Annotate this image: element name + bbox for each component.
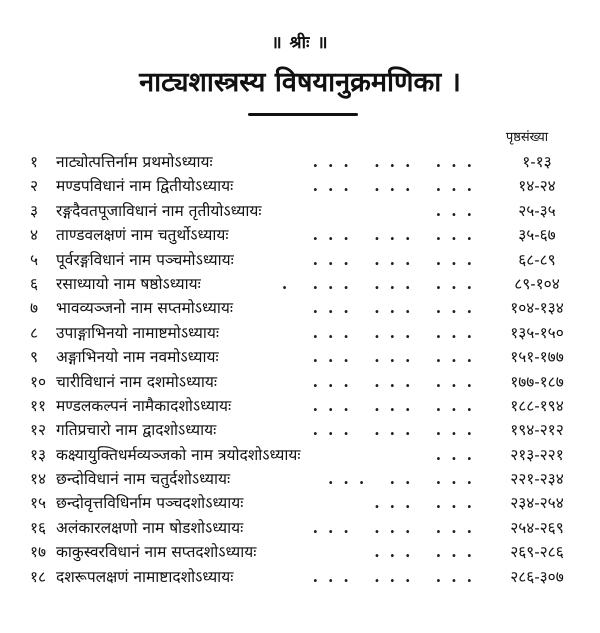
page-range: २५-३५ xyxy=(518,201,556,220)
chapter-title: उपाङ्गाभिनयो नामाष्टमोऽध्यायः xyxy=(56,323,220,342)
toc-row xyxy=(30,394,582,418)
toc-row xyxy=(30,370,582,394)
page-range: १९४-२१२ xyxy=(510,421,564,440)
dot-leader: ... ... ... xyxy=(312,566,482,586)
dot-leader: ... ... xyxy=(374,493,482,513)
page-range: १४-२४ xyxy=(518,177,556,196)
dot-leader: ... ... ... xyxy=(312,176,482,196)
dot-leader: ... xyxy=(435,444,482,464)
chapter-number: ९ xyxy=(30,348,39,367)
dot-leader: ... ... ... xyxy=(312,420,482,440)
chapter-title: छन्दोविधानं नाम चतुर्दशोऽध्यायः xyxy=(56,470,231,489)
chapter-title: दशरूपलक्षणं नामाष्टादशोऽध्यायः xyxy=(56,567,234,586)
toc-row xyxy=(30,321,582,345)
dot-leader: . ... ... ... xyxy=(281,273,482,293)
dot-leader: ... ... ... xyxy=(312,225,482,245)
page-range: २६९-२८६ xyxy=(510,543,564,562)
page-range: २३४-२५४ xyxy=(510,494,564,513)
page-range: २१३-२२१ xyxy=(510,445,564,464)
page-range: ६८-८९ xyxy=(518,250,556,269)
chapter-title: पूर्वरङ्गविधानं नाम पञ्चमोऽध्यायः xyxy=(56,250,234,269)
dot-leader: ... ... ... xyxy=(312,298,482,318)
toc-row xyxy=(30,296,582,320)
chapter-title: अलंकारलक्षणो नाम षोडशोऽध्यायः xyxy=(56,518,244,537)
dot-leader: ... ... ... xyxy=(312,395,482,415)
dot-leader: ... ... ... xyxy=(312,517,482,537)
chapter-number: १० xyxy=(30,372,47,391)
chapter-title: ताण्डवलक्षणं नाम चतुर्थोऽध्यायः xyxy=(56,226,229,245)
chapter-number: ४ xyxy=(30,226,39,245)
chapter-title: मण्डलकल्पनं नामैकादशोऽध्यायः xyxy=(56,396,232,415)
dot-leader: ... .. ... xyxy=(328,469,482,489)
chapter-number: १६ xyxy=(30,518,47,537)
page-range: २५४-२६९ xyxy=(510,518,564,537)
chapter-number: १२ xyxy=(30,421,47,440)
toc-row xyxy=(30,248,582,272)
chapter-title: गतिप्रचारो नाम द्वादशोऽध्यायः xyxy=(56,421,217,440)
chapter-number: ३ xyxy=(30,201,39,220)
dot-leader: ... ... ... xyxy=(312,371,482,391)
toc-row xyxy=(30,345,582,369)
page-range: १-१३ xyxy=(522,153,552,171)
chapter-number: ५ xyxy=(30,250,39,269)
toc-row xyxy=(30,565,582,589)
dot-leader: ... ... ... xyxy=(312,322,482,342)
page-title: नाट्यशास्त्रस्य विषयानुक्रमणिका । xyxy=(139,67,461,98)
chapter-number: २ xyxy=(30,177,39,196)
page-column-label: पृष्ठसंख्या xyxy=(505,130,549,145)
page-range: ३५-६७ xyxy=(518,226,556,245)
chapter-title: मण्डपविधानं नाम द्वितीयोऽध्यायः xyxy=(56,177,234,196)
chapter-title: कक्ष्यायुक्तिधर्मव्यञ्जको नाम त्रयोदशोऽध्यायः xyxy=(56,445,301,464)
chapter-title: भावव्यञ्जनो नाम सप्तमोऽध्यायः xyxy=(56,299,233,318)
toc-row xyxy=(30,443,582,467)
toc-row xyxy=(30,174,582,198)
chapter-number: ६ xyxy=(30,274,39,293)
dot-leader: ... ... xyxy=(374,542,482,562)
chapter-title: छन्दोवृत्तविधिर्नाम पञ्चदशोऽध्यायः xyxy=(56,494,244,513)
toc-row xyxy=(30,418,582,442)
toc-row xyxy=(30,150,582,174)
chapter-title: रसाध्यायो नाम षष्ठोऽध्यायः xyxy=(56,274,201,293)
chapter-title: काकुस्वरविधानं नाम सप्तदशोऽध्यायः xyxy=(56,543,257,562)
toc-row xyxy=(30,467,582,491)
invocation-line: ॥ श्रीः ॥ xyxy=(271,33,329,53)
chapter-number: १३ xyxy=(30,445,47,464)
chapter-number: १४ xyxy=(30,470,47,489)
chapter-number: ८ xyxy=(30,323,39,342)
chapter-number: १ xyxy=(30,153,39,171)
chapter-number: १७ xyxy=(30,543,47,562)
dot-leader: ... ... ... xyxy=(312,152,482,171)
chapter-number: ७ xyxy=(30,299,39,318)
chapter-title: अङ्गाभिनयो नाम नवमोऽध्यायः xyxy=(56,348,219,367)
page-range: १०४-१३४ xyxy=(510,299,564,318)
chapter-number: १५ xyxy=(30,494,47,513)
chapter-title: चारीविधानं नाम दशमोऽध्यायः xyxy=(56,372,217,391)
page-range: १३५-१५० xyxy=(510,323,564,342)
chapter-number: ११ xyxy=(30,396,47,415)
chapter-number: १८ xyxy=(30,567,47,586)
toc-row xyxy=(30,223,582,247)
page-range: २२१-२३४ xyxy=(510,470,564,489)
table-of-contents xyxy=(30,150,582,589)
page-range: ८९-१०४ xyxy=(514,274,560,293)
page-range: १५१-१७७ xyxy=(510,348,564,367)
dot-leader: ... ... ... xyxy=(312,347,482,367)
dot-leader: ... ... ... xyxy=(312,249,482,269)
toc-row xyxy=(30,272,582,296)
page-range: १७७-१८७ xyxy=(510,372,564,391)
chapter-title: नाट्योत्पत्तिर्नाम प्रथमोऽध्यायः xyxy=(56,153,213,171)
toc-row xyxy=(30,540,582,564)
chapter-title: रङ्गदैवतपूजाविधानं नाम तृतीयोऽध्यायः xyxy=(56,201,262,220)
toc-row xyxy=(30,199,582,223)
dot-leader: ... xyxy=(435,200,482,220)
title-divider xyxy=(248,113,358,116)
toc-row xyxy=(30,491,582,515)
page-range: १८८-१९४ xyxy=(510,396,564,415)
page-range: २८६-३०७ xyxy=(510,567,564,586)
toc-row xyxy=(30,516,582,540)
